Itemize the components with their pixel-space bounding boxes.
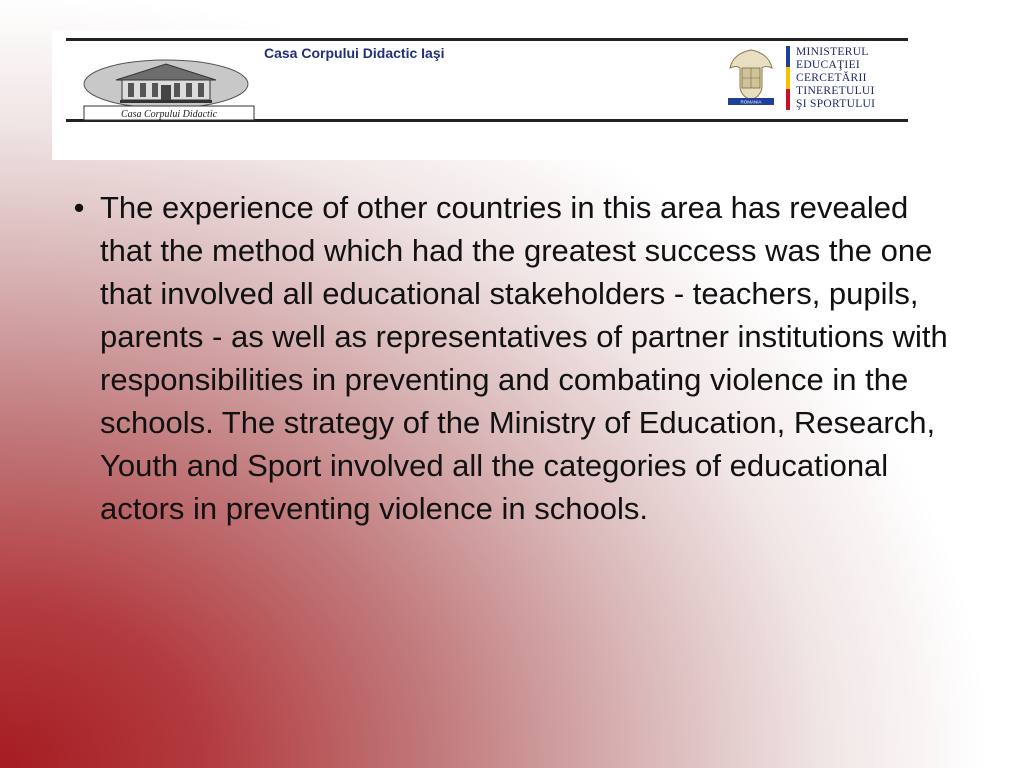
bullet-symbol: • [73,190,85,225]
banner-title: Casa Corpului Didactic Iaşi [264,45,445,61]
bullet-paragraph: The experience of other countries in this area has revealed that the method which had the greatest success was the one that involved all educational stakeholders - teachers, pupils, parents - as well as representatives of partner institutions with responsibilities in preventing and combating violence in the schools. The strategy of the Ministry of Education, Research, Youth and Sport involved all the categories of educational actors in preventing violence in schools. [100,190,948,526]
slide-body [58,186,968,530]
ccd-logo [82,58,256,122]
tricolor-yellow [786,67,790,88]
banner-top-rule [66,38,908,41]
ministry-logo-text [796,46,875,111]
ministry-line: ŞI SPORTULUI [796,98,876,110]
ccd-logo-caption: Casa Corpului Didactic [120,109,218,120]
ministry-tricolor-bar [786,46,790,110]
coat-of-arms-icon [722,46,780,108]
bullet-item [58,186,968,530]
tricolor-red [786,89,790,110]
coat-of-arms-ribbon: ROMANIA [740,99,762,105]
tricolor-blue [786,46,790,67]
ministry-line: MINISTERUL [796,46,869,58]
ministry-line: TINERETULUI [796,85,875,97]
ministry-line: EDUCAŢIEI [796,59,861,71]
ministry-line: CERCETĂRII [796,72,867,84]
